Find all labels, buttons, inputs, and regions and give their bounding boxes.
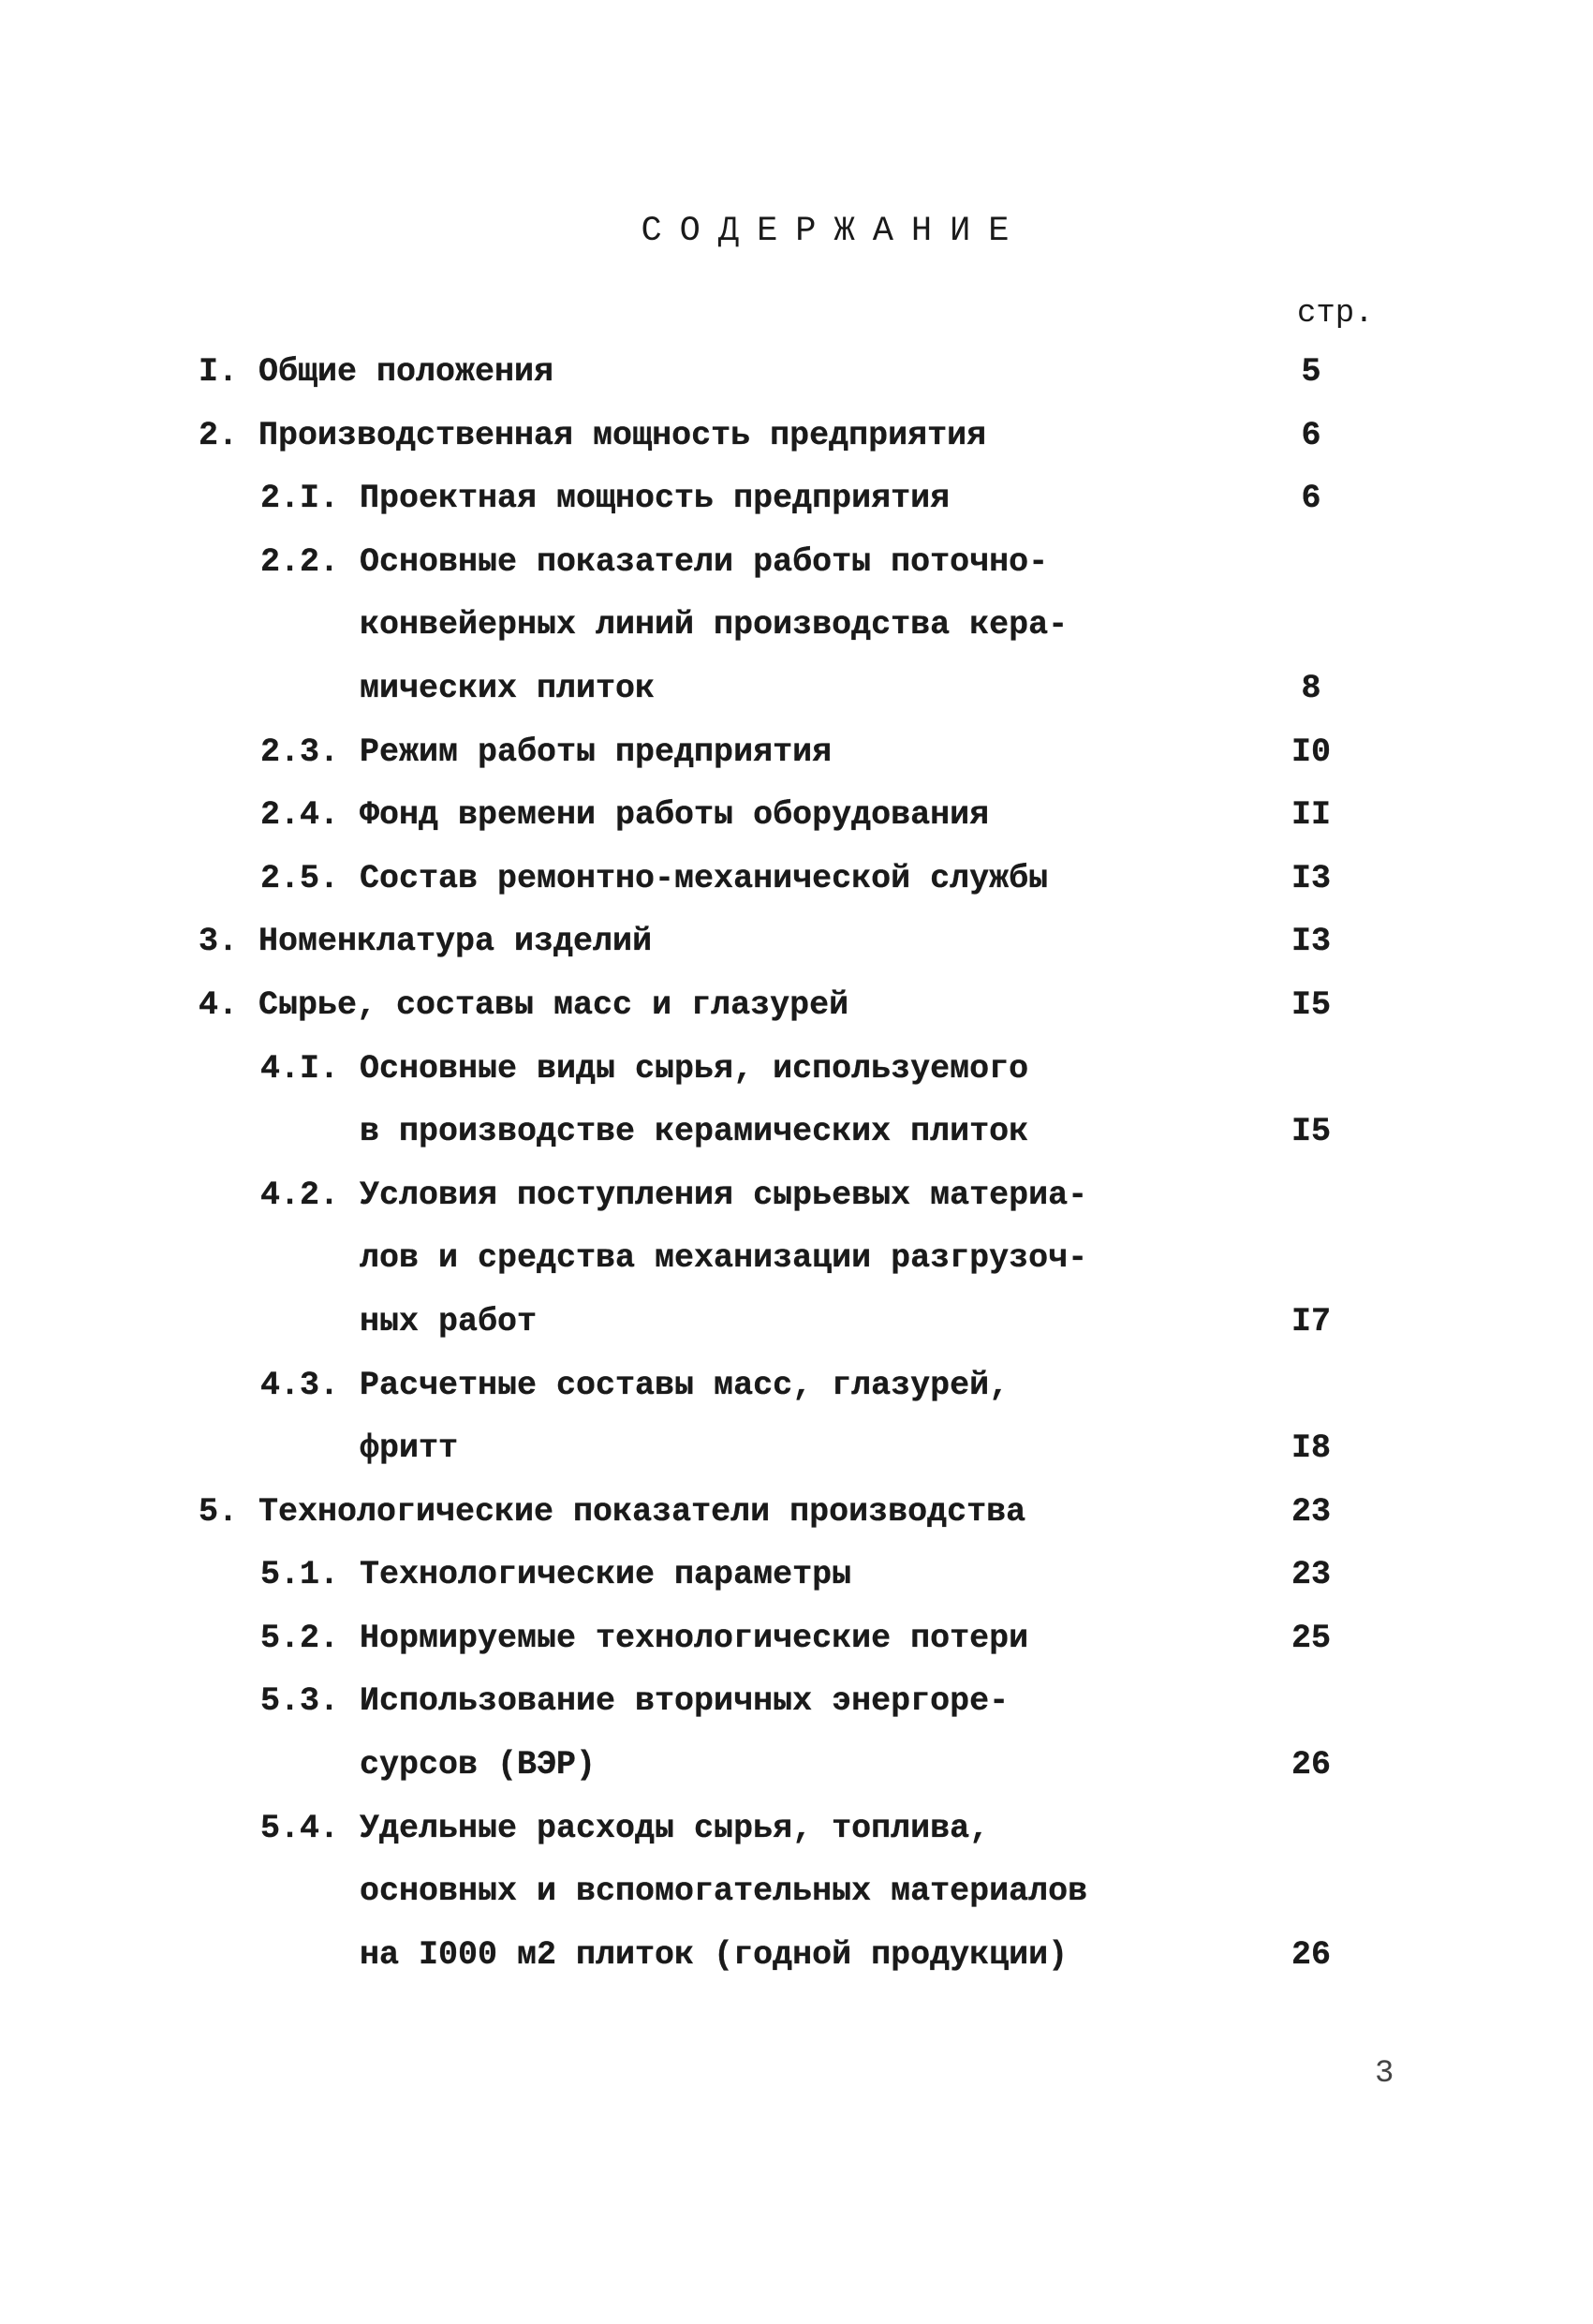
toc-entry-page: 26 xyxy=(1291,1746,1331,1784)
toc-entry-page: 6 xyxy=(1301,416,1321,454)
toc-entry-line xyxy=(0,658,1593,721)
table-of-contents xyxy=(0,341,1593,1987)
toc-entry-title: Условия поступления сырьевых материа- xyxy=(360,1176,1088,1214)
toc-entry-number: 2.I. xyxy=(260,480,340,518)
toc-entry-page: 23 xyxy=(1291,1556,1331,1594)
toc-entry-number: 2.4. xyxy=(260,796,340,835)
toc-entry-number: 4. xyxy=(199,985,239,1024)
toc-entry-title: Основные показатели работы поточно- xyxy=(360,542,1049,581)
toc-entry-line xyxy=(0,1481,1593,1545)
toc-entry-title: на I000 м2 плиток (годной продукции) xyxy=(360,1935,1069,1974)
toc-entry-line xyxy=(0,910,1593,974)
toc-entry-title: Сырье, составы масс и глазурей xyxy=(258,985,849,1024)
toc-entry-number: 2.5. xyxy=(260,859,340,897)
toc-entry-line xyxy=(0,1798,1593,1861)
toc-entry-number: 2. xyxy=(199,416,239,454)
toc-entry-page: 26 xyxy=(1291,1935,1331,1974)
toc-entry-page: 6 xyxy=(1301,480,1321,518)
toc-entry-line xyxy=(0,531,1593,595)
toc-entry-title: конвейерных линий производства кера- xyxy=(360,606,1069,644)
toc-entry-page: I5 xyxy=(1291,985,1331,1024)
page-column-header: стр. xyxy=(1297,296,1374,332)
toc-entry-number: 4.3. xyxy=(260,1366,340,1404)
toc-entry-number: 5. xyxy=(199,1492,239,1531)
toc-entry-line xyxy=(0,1734,1593,1798)
toc-entry-title: Фонд времени работы оборудования xyxy=(360,796,990,835)
toc-entry-line xyxy=(0,1860,1593,1924)
toc-entry-line xyxy=(0,848,1593,911)
toc-entry-number: 4.I. xyxy=(260,1049,340,1088)
toc-entry-line xyxy=(0,1291,1593,1354)
toc-entry-title: в производстве керамических плиток xyxy=(360,1113,1029,1151)
toc-entry-line xyxy=(0,594,1593,658)
toc-entry-title: Нормируемые технологические потери xyxy=(360,1619,1029,1657)
toc-entry-title: Удельные расходы сырья, топлива, xyxy=(360,1809,990,1847)
toc-entry-line xyxy=(0,341,1593,405)
toc-entry-title: Основные виды сырья, используемого xyxy=(360,1049,1029,1088)
toc-entry-number: I. xyxy=(199,353,239,391)
toc-entry-line xyxy=(0,721,1593,785)
toc-entry-title: Общие положения xyxy=(258,353,554,391)
toc-entry-number: 3. xyxy=(199,923,239,961)
toc-entry-line xyxy=(0,1354,1593,1418)
toc-entry-page: 23 xyxy=(1291,1492,1331,1531)
toc-entry-title: Номенклатура изделий xyxy=(258,923,653,961)
toc-entry-line xyxy=(0,1924,1593,1988)
toc-entry-title: лов и средства механизации разгрузоч- xyxy=(360,1239,1088,1278)
toc-entry-title: сурсов (ВЭР) xyxy=(360,1746,597,1784)
page-number: 3 xyxy=(1375,2056,1394,2092)
toc-entry-title: Состав ремонтно-механической службы xyxy=(360,859,1049,897)
toc-entry-page: I3 xyxy=(1291,923,1331,961)
toc-entry-page: 5 xyxy=(1301,353,1321,391)
toc-entry-line xyxy=(0,1670,1593,1734)
toc-entry-page: I3 xyxy=(1291,859,1331,897)
toc-entry-title: ных работ xyxy=(360,1302,538,1340)
page-title: СОДЕРЖАНИЕ xyxy=(641,212,1027,251)
toc-entry-page: I0 xyxy=(1291,733,1331,771)
toc-entry-page: I7 xyxy=(1291,1302,1331,1340)
toc-entry-number: 5.3. xyxy=(260,1682,340,1721)
toc-entry-title: Режим работы предприятия xyxy=(360,733,833,771)
toc-entry-line xyxy=(0,1544,1593,1607)
toc-entry-line xyxy=(0,1038,1593,1102)
toc-entry-title: Производственная мощность предприятия xyxy=(258,416,987,454)
toc-entry-page: I5 xyxy=(1291,1113,1331,1151)
toc-entry-page: I8 xyxy=(1291,1429,1331,1468)
toc-entry-page: 8 xyxy=(1301,669,1321,707)
toc-entry-line xyxy=(0,1417,1593,1481)
toc-entry-line xyxy=(0,974,1593,1038)
toc-entry-line xyxy=(0,1227,1593,1291)
toc-entry-page: 25 xyxy=(1291,1619,1331,1657)
toc-entry-title: основных и вспомогательных материалов xyxy=(360,1873,1088,1911)
toc-entry-title: Использование вторичных энергоре- xyxy=(360,1682,1010,1721)
toc-entry-line xyxy=(0,405,1593,468)
toc-entry-line xyxy=(0,467,1593,531)
toc-entry-line xyxy=(0,1101,1593,1164)
toc-entry-title: Расчетные составы масс, глазурей, xyxy=(360,1366,1010,1404)
toc-entry-title: Технологические параметры xyxy=(360,1556,852,1594)
toc-entry-number: 5.1. xyxy=(260,1556,340,1594)
toc-entry-number: 4.2. xyxy=(260,1176,340,1214)
toc-entry-title: фритт xyxy=(360,1429,459,1468)
toc-entry-number: 5.2. xyxy=(260,1619,340,1657)
toc-entry-title: мических плиток xyxy=(360,669,656,707)
toc-entry-page: II xyxy=(1291,796,1331,835)
toc-entry-title: Технологические показатели производства xyxy=(258,1492,1026,1531)
toc-entry-number: 2.2. xyxy=(260,542,340,581)
toc-entry-line xyxy=(0,1607,1593,1671)
toc-entry-title: Проектная мощность предприятия xyxy=(360,480,951,518)
toc-entry-line xyxy=(0,784,1593,848)
toc-entry-line xyxy=(0,1164,1593,1228)
toc-entry-number: 2.3. xyxy=(260,733,340,771)
toc-entry-number: 5.4. xyxy=(260,1809,340,1847)
